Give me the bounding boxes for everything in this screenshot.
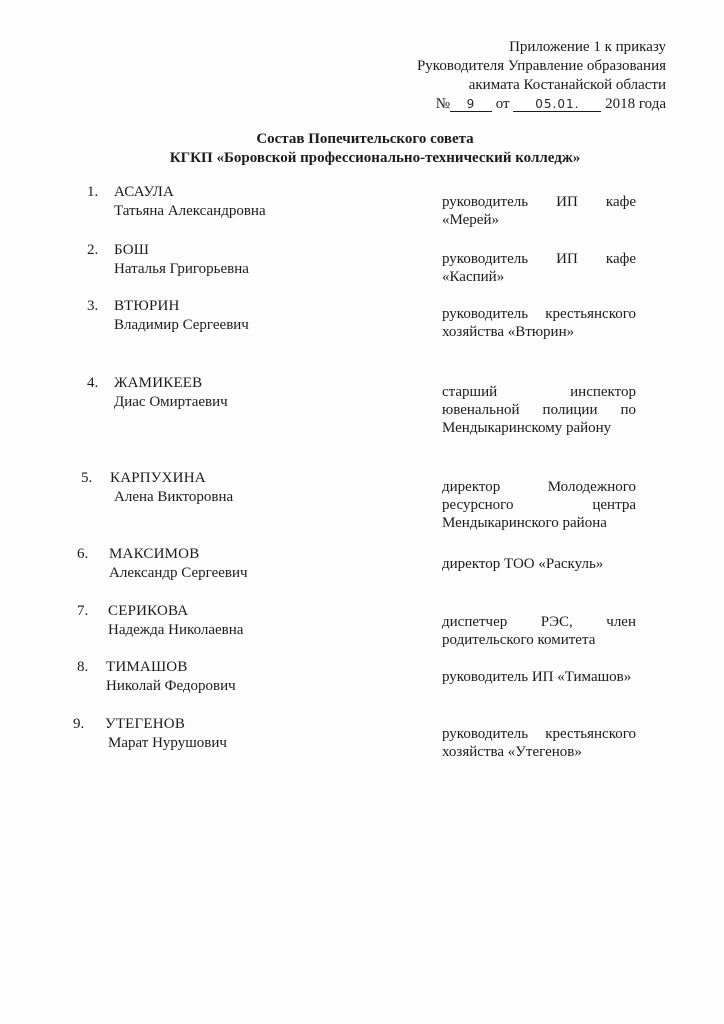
member-role: диспетчер РЭС, член родительского комитета xyxy=(442,614,636,648)
document-title xyxy=(0,130,724,168)
member-surname: АСАУЛА xyxy=(114,184,174,200)
member-surname: ВТЮРИН xyxy=(114,298,180,314)
order-date: 05.01. xyxy=(513,97,601,112)
member-surname: УТЕГЕНОВ xyxy=(105,716,186,732)
member-given-name: Диас Омиртаевич xyxy=(114,394,228,410)
order-number-prefix: № xyxy=(435,96,450,112)
appendix-line: акимата Костанайской области xyxy=(468,77,666,93)
order-number: 9 xyxy=(450,97,492,112)
member-role: руководитель ИП кафе «Каспий» xyxy=(442,251,636,285)
member-role: старший инспектор ювенальной полиции по Мендыкаринскому району xyxy=(442,384,636,436)
member-given-name: Владимир Сергеевич xyxy=(114,317,249,333)
member-given-name: Наталья Григорьевна xyxy=(114,261,249,277)
title-line-2: КГКП «Боровской профессионально-технический колледж» xyxy=(169,150,581,166)
member-number: 2. xyxy=(87,242,99,258)
member-surname: СЕРИКОВА xyxy=(108,603,189,619)
member-role: руководитель ИП «Тимашов» xyxy=(442,669,632,685)
member-surname: ЖАМИКЕЕВ xyxy=(114,375,203,391)
member-number: 5. xyxy=(81,470,93,486)
member-role: руководитель крестьянского хозяйства «Утегенов» xyxy=(442,726,636,760)
order-year: 2018 года xyxy=(605,96,666,112)
member-surname: БОШ xyxy=(114,242,150,258)
member-given-name: Алена Викторовна xyxy=(114,489,234,505)
member-number: 1. xyxy=(87,184,99,200)
member-given-name: Николай Федорович xyxy=(106,678,236,694)
member-given-name: Марат Нурушович xyxy=(108,735,227,751)
appendix-line: Приложение 1 к приказу xyxy=(509,39,666,55)
member-number: 7. xyxy=(77,603,89,619)
member-role: руководитель крестьянского хозяйства «Втюрин» xyxy=(442,306,636,340)
member-number: 9. xyxy=(73,716,85,732)
member-number: 3. xyxy=(87,298,99,314)
member-number: 6. xyxy=(77,546,89,562)
member-surname: КАРПУХИНА xyxy=(110,470,206,486)
member-given-name: Татьяна Александровна xyxy=(114,203,266,219)
member-number: 8. xyxy=(77,659,89,675)
member-given-name: Надежда Николаевна xyxy=(108,622,244,638)
appendix-header xyxy=(417,38,666,114)
member-role: руководитель ИП кафе «Мерей» xyxy=(442,194,636,228)
title-line-1: Состав Попечительского совета xyxy=(256,131,474,147)
member-number: 4. xyxy=(87,375,99,391)
member-surname: МАКСИМОВ xyxy=(109,546,200,562)
member-role: директор ТОО «Раскуль» xyxy=(442,556,604,572)
date-prefix: от xyxy=(495,96,510,112)
member-surname: ТИМАШОВ xyxy=(106,659,188,675)
member-given-name: Александр Сергеевич xyxy=(109,565,248,581)
member-role: директор Молодежного ресурсного центра Мендыкаринского района xyxy=(442,479,636,531)
order-reference-line xyxy=(417,95,666,114)
appendix-line: Руководителя Управление образования xyxy=(416,58,666,74)
